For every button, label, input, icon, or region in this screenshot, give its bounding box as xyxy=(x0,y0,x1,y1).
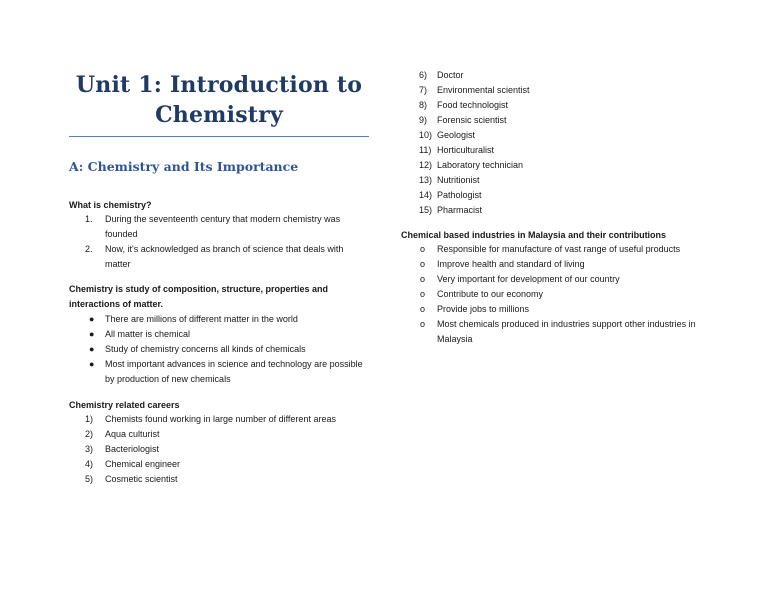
list-item xyxy=(401,68,701,83)
item-text: Very important for development of our country xyxy=(437,274,620,284)
circle-bullet-icon: o xyxy=(420,304,426,314)
item-text: Aqua culturist xyxy=(105,429,160,439)
industries-heading: Chemical based industries in Malaysia and their contributions xyxy=(401,230,667,240)
bullet-icon: ● xyxy=(89,314,95,324)
item-text: Food technologist xyxy=(437,100,509,110)
item-text: Chemists found working in large number of different areas xyxy=(105,414,336,424)
item-text: Study of chemistry concerns all kinds of chemicals xyxy=(105,344,306,354)
right-column xyxy=(401,68,701,347)
item-text: Pharmacist xyxy=(437,205,483,215)
item-text: Now, it's acknowledged as branch of science that deals with matter xyxy=(105,244,344,269)
list-item xyxy=(69,212,369,242)
circle-bullet-icon: o xyxy=(420,289,426,299)
item-number: 10) xyxy=(419,130,433,140)
item-text: Pathologist xyxy=(437,190,482,200)
list-item xyxy=(401,203,701,218)
list-item xyxy=(401,128,701,143)
item-number: 7) xyxy=(419,85,428,95)
item-text: Contribute to our economy xyxy=(437,289,544,299)
list-item xyxy=(69,442,369,457)
item-text: Most important advances in science and technology are possible by production of new chemicals xyxy=(105,359,363,384)
item-number: 2. xyxy=(85,244,93,254)
item-text: Environmental scientist xyxy=(437,85,530,95)
what-is-list xyxy=(69,212,369,272)
title-line-1: Unit 1: Introduction to xyxy=(75,72,363,98)
item-text: All matter is chemical xyxy=(105,329,191,339)
list-item xyxy=(401,317,701,347)
item-number: 12) xyxy=(419,160,433,170)
item-text: Cosmetic scientist xyxy=(105,474,178,484)
item-number: 13) xyxy=(419,175,433,185)
item-text: Provide jobs to millions xyxy=(437,304,530,314)
list-item xyxy=(69,342,369,357)
list-item xyxy=(401,98,701,113)
page-title xyxy=(69,70,369,134)
item-number: 4) xyxy=(85,459,94,469)
careers-list-left xyxy=(69,412,369,487)
item-text: Nutritionist xyxy=(437,175,480,185)
title-divider xyxy=(69,136,369,137)
item-number: 14) xyxy=(419,190,433,200)
bullet-list xyxy=(69,312,369,387)
item-number: 5) xyxy=(85,474,94,484)
list-item xyxy=(69,242,369,272)
item-text: Chemical engineer xyxy=(105,459,181,469)
title-line-2: Chemistry xyxy=(155,102,283,128)
list-item xyxy=(401,188,701,203)
item-text: Bacteriologist xyxy=(105,444,160,454)
item-text: Horticulturalist xyxy=(437,145,495,155)
circle-bullet-icon: o xyxy=(420,274,426,284)
item-text: During the seventeenth century that modern chemistry was founded xyxy=(105,214,341,239)
list-item xyxy=(401,242,701,257)
bullet-icon: ● xyxy=(89,359,95,369)
bullet-icon: ● xyxy=(89,329,95,339)
list-item xyxy=(401,158,701,173)
bullet-icon: ● xyxy=(89,344,95,354)
item-text: There are millions of different matter in the world xyxy=(105,314,298,324)
item-number: 3) xyxy=(85,444,94,454)
list-item xyxy=(401,173,701,188)
item-number: 1) xyxy=(85,414,94,424)
list-item xyxy=(69,357,369,387)
item-number: 9) xyxy=(419,115,428,125)
item-text: Geologist xyxy=(437,130,476,140)
section-heading: A: Chemistry and Its Importance xyxy=(69,159,299,174)
item-number: 6) xyxy=(419,70,428,80)
list-item xyxy=(69,472,369,487)
list-item xyxy=(69,312,369,327)
item-text: Forensic scientist xyxy=(437,115,507,125)
list-item xyxy=(401,83,701,98)
item-text: Doctor xyxy=(437,70,464,80)
item-text: Responsible for manufacture of vast range of useful products xyxy=(437,244,681,254)
list-item xyxy=(401,287,701,302)
list-item xyxy=(69,457,369,472)
item-number: 15) xyxy=(419,205,433,215)
item-number: 1. xyxy=(85,214,93,224)
list-item xyxy=(69,427,369,442)
what-is-question: What is chemistry? xyxy=(69,200,152,210)
left-column xyxy=(69,70,369,487)
circle-bullet-icon: o xyxy=(420,259,426,269)
item-text: Most chemicals produced in industries support other industries in Malaysia xyxy=(437,319,696,344)
circle-bullet-icon: o xyxy=(420,319,426,329)
circle-bullet-icon: o xyxy=(420,244,426,254)
list-item xyxy=(401,257,701,272)
careers-list-right xyxy=(401,68,701,218)
list-item xyxy=(69,412,369,427)
industries-list xyxy=(401,242,701,347)
item-number: 2) xyxy=(85,429,94,439)
item-number: 11) xyxy=(419,145,432,155)
item-text: Laboratory technician xyxy=(437,160,524,170)
definition-paragraph: Chemistry is study of composition, structure, properties and interactions of matter. xyxy=(69,284,329,309)
careers-heading: Chemistry related careers xyxy=(69,400,180,410)
list-item xyxy=(401,302,701,317)
list-item xyxy=(401,272,701,287)
list-item xyxy=(401,113,701,128)
item-text: Improve health and standard of living xyxy=(437,259,585,269)
list-item xyxy=(69,327,369,342)
list-item xyxy=(401,143,701,158)
item-number: 8) xyxy=(419,100,428,110)
